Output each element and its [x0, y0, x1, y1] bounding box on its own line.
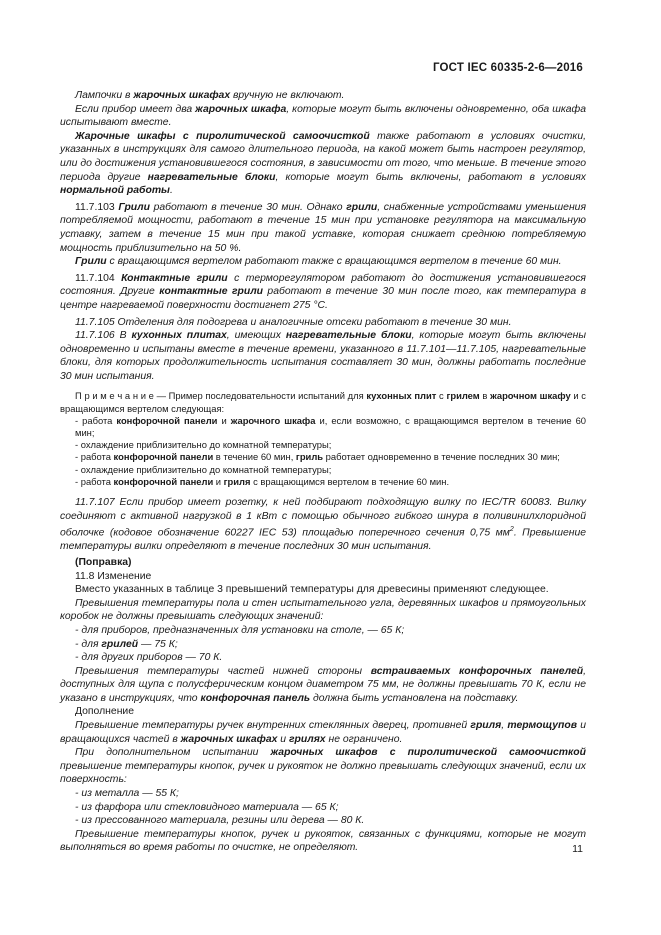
clause-11-7-105: 11.7.105 Отделения для подогрева и аналогичные отсеки работают в течение 30 мин. [75, 316, 512, 328]
note-intro: П р и м е ч а н и е — Пример последовательности испытаний для кухонных плит с грилем в жарочном шкафу и с вращающимся вертелом следующая: [60, 390, 586, 414]
amendment-label: (Поправка) [75, 556, 132, 568]
page-number: 11 [572, 843, 583, 855]
paragraph-two-ovens: Если прибор имеет два жарочных шкафа, которые могут быть включены одновременно, оба шкафа испытывают вместе. [60, 103, 586, 129]
note-step-1: - работа конфорочной панели и жарочного шкафа и, если возможно, с вращающимся вертелом в течение 60 мин; [75, 414, 587, 439]
standard-designation: ГОСТ IEC 60335-2-6—2016 [432, 62, 583, 74]
paragraph-instead: Вместо указанных в таблице 3 превышений температуры для древесины применяют следующее. [75, 584, 549, 596]
paragraph-cleaning-functions: Превышение температуры кнопок, ручек и рукояток, связанных с функциями, которые не могут выполняться во время работы по очистке, не определяют. [60, 828, 586, 854]
note-step-2: - охлаждение приблизительно до комнатной температуры; [75, 439, 332, 451]
limit-grills: - для грилей — 75 К; [75, 638, 178, 650]
clause-11-8: 11.8 Изменение [75, 570, 152, 582]
note-block [60, 390, 586, 488]
limit-porcelain: - из фарфора или стекловидного материала — 65 К; [75, 801, 339, 813]
limit-moulded: - из прессованного материала, резины или дерева — 80 К. [75, 815, 365, 827]
clause-11-7-106: 11.7.106 В кухонных плитах, имеющих нагревательные блоки, которые могут быть включены одновременно и испытаны вместе в течение времени, указанного в 11.7.101—11.7.105, нагревательные блоки, для которых продолжительность испытания составляет 30 мин, должны работать последние 30 мин испытания. [60, 330, 587, 382]
clause-11-7-107: 11.7.107 Если прибор имеет розетку, к ней подбирают подходящую вилку по IEC/TR 60083. Вилку соединяют с активной нагрузкой в 1 кВт с помощью обычного гибкого шнура в поливинилхлоридной оболочке (кодовое обозначение 60227 IEC 53) площадью поперечного сечения 0,75 $мм^2$. Превышение температуры вилки определяют в течение последних 30 мин испытания. [60, 497, 587, 553]
note-step-5: - работа конфорочной панели и гриля с вращающимся вертелом в течение 60 мин. [75, 475, 450, 487]
limit-other: - для других приборов — 70 К. [75, 652, 223, 664]
paragraph-pyrolytic-test: При дополнительном испытании жарочных шкафов с пиролитической самоочисткой превышение температуры кнопок, ручек и рукояток не должно превышать следующих значений, если их поверхность: [60, 747, 586, 786]
paragraph-grills-spit: Грили с вращающимся вертелом работают также с вращающимся вертелом в течение 60 мин. [75, 256, 562, 268]
paragraph-pyrolytic: Жарочные шкафы с пиролитической самоочисткой также работают в условиях очистки, указанных в инструкциях для самого длительного периода, на какой может быть настроен регулятор, или до достижения установившегося состояния, в зависимости от того, что меньше. В течение этого периода другие нагревательные блоки, которые могут быть включены, работают в условиях нормальной работы. [60, 130, 586, 197]
clause-11-7-103: 11.7.103 Грили работают в течение 30 мин. Однако грили, снабженные устройствами уменьшения потребляемой мощности, работают в течение 15 мин при установке регулятора на максимальную уставку, затем в течение 15 мин при такой уставке, которая снижает среднюю потребляемую мощность приблизительно на 50 %. [60, 201, 587, 254]
paragraph-floor-walls: Превышения температуры пола и стен испытательного угла, деревянных шкафов и прямоугольных коробок не должны превышать следующих значений: [60, 597, 586, 623]
limit-table-appliances: - для приборов, предназначенных для установки на столе, — 65 К; [75, 624, 405, 636]
note-step-4: - охлаждение приблизительно до комнатной температуры; [75, 463, 332, 475]
addition-label: Дополнение [75, 706, 135, 718]
clause-11-7-104: 11.7.104 Контактные грили с терморегулятором работают до достижения установившегося состояния. Другие контактные грили работают в течение 30 мин после того, как температура в центре нагреваемой поверхности достигнет 275 °С. [60, 272, 586, 311]
limit-metal: - из металла — 55 К; [75, 788, 179, 800]
paragraph-handles: Превышение температуры ручек внутренних стеклянных дверец, противней гриля, термощупов и вращающихся частей в жарочных шкафах и грилях не ограничено. [60, 720, 586, 745]
page-body [60, 89, 586, 855]
paragraph-lamps: Лампочки в жарочных шкафах вручную не включают. [75, 90, 345, 101]
note-step-3: - работа конфорочной панели в течение 60 мин, гриль работает одновременно в течение последних 30 мин; [75, 451, 560, 463]
paragraph-built-in-hobs: Превышения температуры частей нижней стороны встраиваемых конфорочных панелей, доступных для щупа с полусферическим концом диаметром 75 мм, не должны превышать 70 К, если не указано в инструкциях, что конфорочная панель должна быть установлена на подставку. [60, 665, 586, 704]
